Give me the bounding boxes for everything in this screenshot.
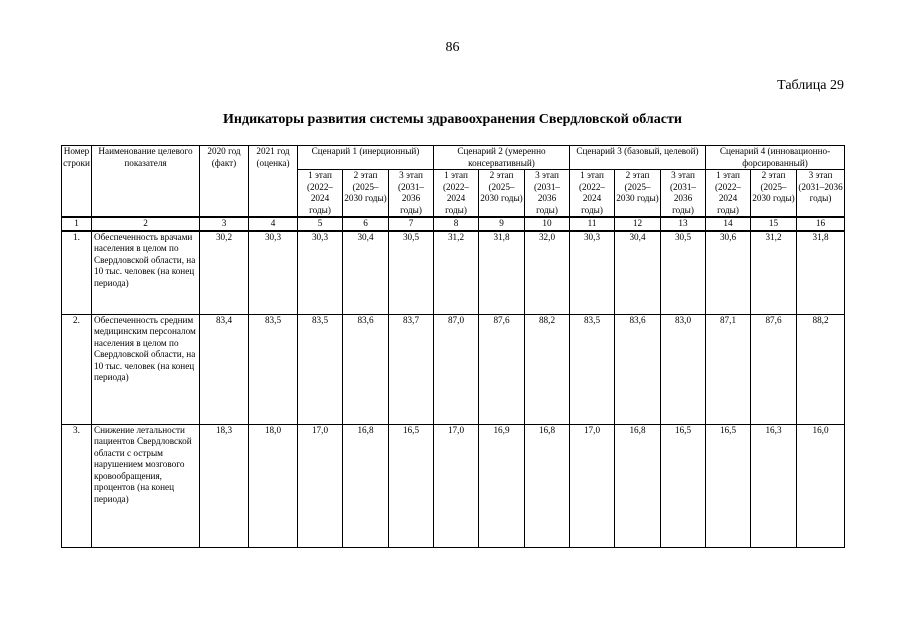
header-stage: 1 этап (2022–2024 годы) (298, 170, 343, 218)
header-scenario-3: Сценарий 3 (базовый, целевой) (570, 146, 706, 170)
indicator-name: Обеспеченность врачами населения в целом по Свердловской области, на 10 тыс. человек (на конец периода) (92, 231, 200, 315)
value-cell: 30,4 (343, 231, 389, 315)
header-2021: 2021 год (оценка) (249, 146, 298, 218)
value-cell: 83,7 (389, 314, 434, 424)
column-number: 11 (570, 217, 615, 231)
indicator-name: Обеспеченность средним медицинским персоналом населения в целом по Свердловской области, на 10 тыс. человек (на конец периода) (92, 314, 200, 424)
header-scenario-2: Сценарий 2 (умеренно консервативный) (434, 146, 570, 170)
value-cell: 30,5 (661, 231, 706, 315)
column-number: 13 (661, 217, 706, 231)
value-cell: 16,8 (615, 424, 661, 547)
column-number: 8 (434, 217, 479, 231)
value-cell: 16,5 (706, 424, 751, 547)
value-cell: 18,0 (249, 424, 298, 547)
value-cell: 31,8 (479, 231, 525, 315)
column-number: 2 (92, 217, 200, 231)
header-2020: 2020 год (факт) (200, 146, 249, 218)
indicators-table (61, 145, 845, 548)
value-cell: 87,6 (479, 314, 525, 424)
column-number: 6 (343, 217, 389, 231)
value-cell: 31,8 (797, 231, 845, 315)
value-cell: 88,2 (797, 314, 845, 424)
value-cell: 16,8 (343, 424, 389, 547)
row-number: 1. (62, 231, 92, 315)
header-stage: 2 этап (2025–2030 годы) (615, 170, 661, 218)
value-cell: 83,5 (298, 314, 343, 424)
value-cell: 83,6 (343, 314, 389, 424)
header-scenario-1: Сценарий 1 (инерционный) (298, 146, 434, 170)
value-cell: 30,6 (706, 231, 751, 315)
header-stage: 1 этап (2022–2024 годы) (434, 170, 479, 218)
value-cell: 83,0 (661, 314, 706, 424)
column-numbers-row (62, 217, 845, 231)
value-cell: 30,2 (200, 231, 249, 315)
value-cell: 30,3 (249, 231, 298, 315)
column-number: 4 (249, 217, 298, 231)
table-row (62, 424, 845, 547)
value-cell: 88,2 (525, 314, 570, 424)
row-number: 2. (62, 314, 92, 424)
row-number: 3. (62, 424, 92, 547)
column-number: 7 (389, 217, 434, 231)
column-number: 15 (751, 217, 797, 231)
value-cell: 30,3 (298, 231, 343, 315)
value-cell: 31,2 (434, 231, 479, 315)
header-stage: 1 этап (2022–2024 годы) (570, 170, 615, 218)
header-scenario-4: Сценарий 4 (инновационно-форсированный) (706, 146, 845, 170)
value-cell: 16,8 (525, 424, 570, 547)
column-number: 12 (615, 217, 661, 231)
header-stage: 3 этап (2031–2036 годы) (797, 170, 845, 218)
header-stage: 3 этап (2031–2036 годы) (661, 170, 706, 218)
value-cell: 83,4 (200, 314, 249, 424)
value-cell: 16,0 (797, 424, 845, 547)
table-row (62, 231, 845, 315)
header-indicator-name: Наименование целевого показателя (92, 146, 200, 218)
header-stage: 3 этап (2031–2036 годы) (525, 170, 570, 218)
value-cell: 16,5 (661, 424, 706, 547)
header-stage: 1 этап (2022–2024 годы) (706, 170, 751, 218)
value-cell: 18,3 (200, 424, 249, 547)
value-cell: 83,5 (249, 314, 298, 424)
value-cell: 30,5 (389, 231, 434, 315)
column-number: 5 (298, 217, 343, 231)
header-stage: 2 этап (2025–2030 годы) (751, 170, 797, 218)
page-number: 86 (445, 40, 460, 55)
column-number: 16 (797, 217, 845, 231)
value-cell: 17,0 (298, 424, 343, 547)
table-title: Индикаторы развития системы здравоохранения Свердловской области (223, 112, 682, 127)
value-cell: 30,3 (570, 231, 615, 315)
value-cell: 30,4 (615, 231, 661, 315)
header-row-number: Номер строки (62, 146, 92, 218)
table-row (62, 314, 845, 424)
value-cell: 83,6 (615, 314, 661, 424)
column-number: 1 (62, 217, 92, 231)
indicator-name: Снижение летальности пациентов Свердловской области с острым нарушением мозгового кровообращения, процентов (на конец периода) (92, 424, 200, 547)
column-number: 9 (479, 217, 525, 231)
column-number: 14 (706, 217, 751, 231)
value-cell: 87,0 (434, 314, 479, 424)
value-cell: 87,6 (751, 314, 797, 424)
table-label: Таблица 29 (777, 78, 844, 93)
column-number: 3 (200, 217, 249, 231)
column-number: 10 (525, 217, 570, 231)
value-cell: 31,2 (751, 231, 797, 315)
value-cell: 17,0 (570, 424, 615, 547)
value-cell: 16,3 (751, 424, 797, 547)
value-cell: 87,1 (706, 314, 751, 424)
value-cell: 32,0 (525, 231, 570, 315)
value-cell: 16,9 (479, 424, 525, 547)
value-cell: 16,5 (389, 424, 434, 547)
value-cell: 83,5 (570, 314, 615, 424)
header-stage: 2 этап (2025–2030 годы) (343, 170, 389, 218)
value-cell: 17,0 (434, 424, 479, 547)
header-stage: 2 этап (2025–2030 годы) (479, 170, 525, 218)
header-stage: 3 этап (2031–2036 годы) (389, 170, 434, 218)
